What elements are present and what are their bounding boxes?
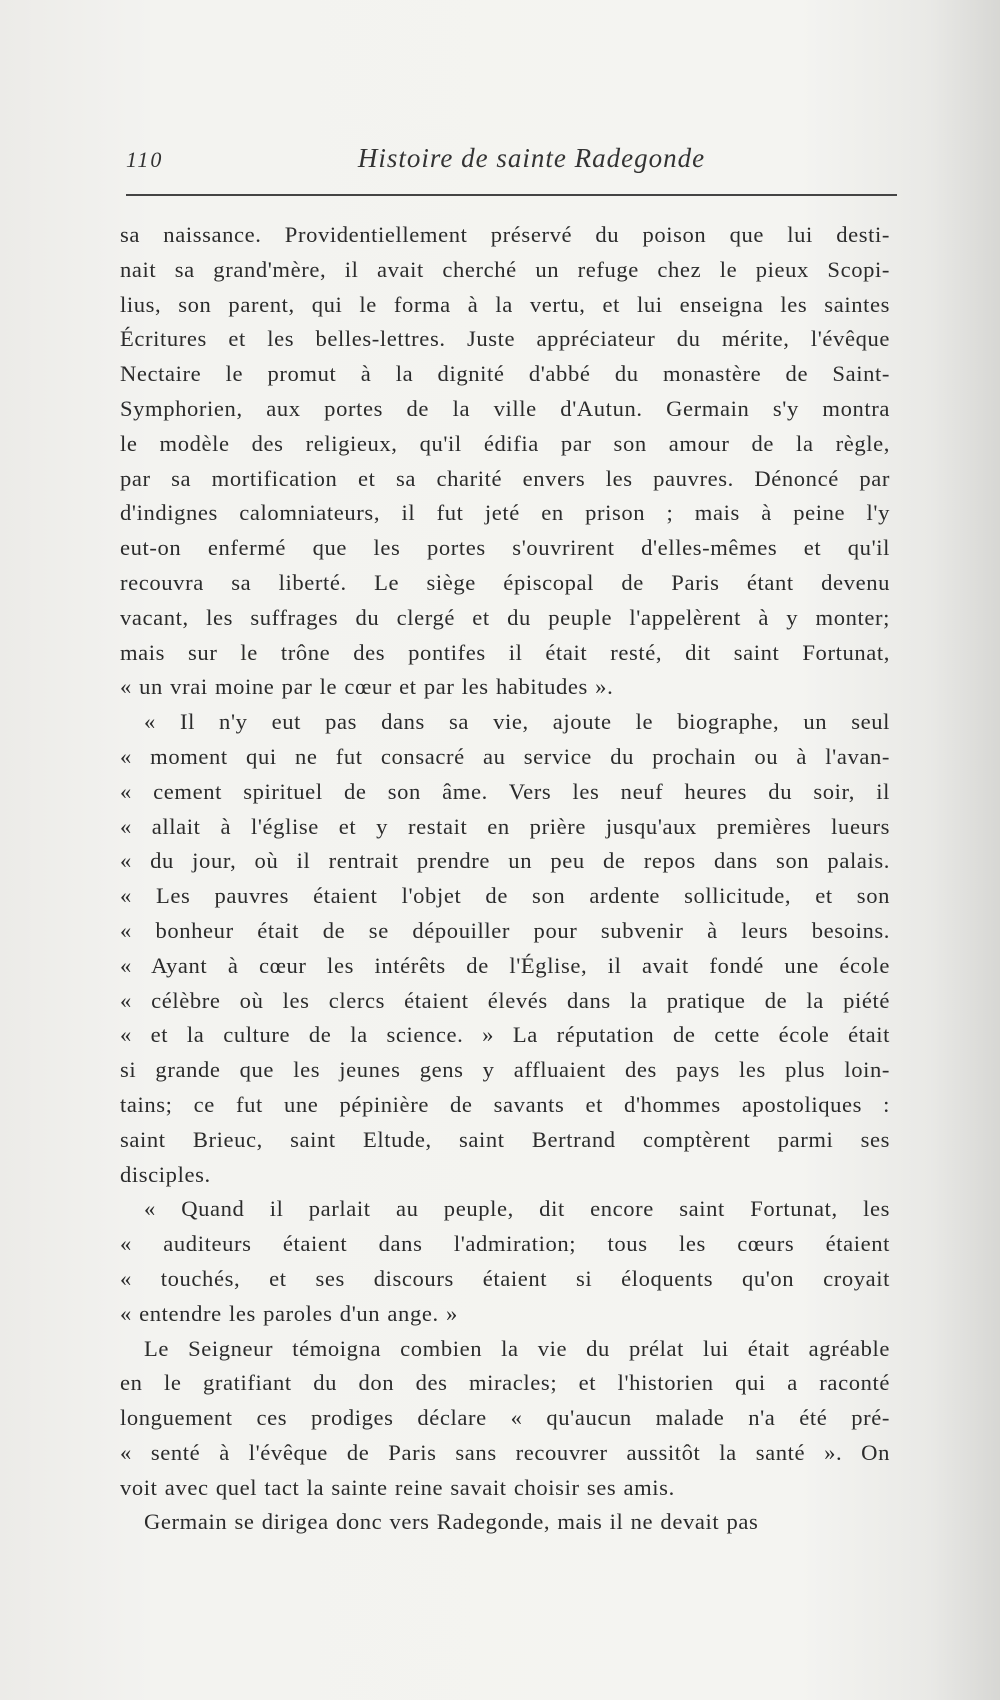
text-line: Nectaire le promut à la dignité d'abbé du monastère de Saint- <box>120 361 890 387</box>
text-line: Germain se dirigea donc vers Radegonde, mais il ne devait pas <box>144 1509 759 1535</box>
text-line: « et la culture de la science. » La réputation de cette école était <box>120 1022 890 1048</box>
text-line: voit avec quel tact la sainte reine savait choisir ses amis. <box>120 1474 675 1500</box>
text-line: « célèbre où les clercs étaient élevés dans la pratique de la piété <box>120 987 890 1013</box>
paragraph <box>120 1505 890 1540</box>
paragraph <box>120 218 890 705</box>
text-line: « auditeurs étaient dans l'admiration; tous les cœurs étaient <box>120 1231 890 1257</box>
text-line: « du jour, où il rentrait prendre un peu de repos dans son palais. <box>120 848 890 874</box>
text-line: le modèle des religieux, qu'il édifia par son amour de la règle, <box>120 430 890 456</box>
text-line: tains; ce fut une pépinière de savants et d'hommes apostoliques : <box>120 1091 890 1117</box>
text-line: mais sur le trône des pontifes il était resté, dit saint Fortunat, <box>120 639 890 665</box>
text-line: « allait à l'église et y restait en prière jusqu'aux premières lueurs <box>120 813 890 839</box>
text-line: en le gratifiant du don des miracles; et l'historien qui a raconté <box>120 1370 890 1396</box>
text-line: eut-on enfermé que les portes s'ouvrirent d'elles-mêmes et qu'il <box>120 535 890 561</box>
text-line: « entendre les paroles d'un ange. » <box>120 1300 458 1326</box>
paragraph <box>120 1192 890 1331</box>
body-text <box>120 218 890 1540</box>
text-line: vacant, les suffrages du clergé et du peuple l'appelèrent à y monter; <box>120 604 890 630</box>
text-line: lius, son parent, qui le forma à la vertu, et lui enseigna les saintes <box>120 291 890 317</box>
text-line: Symphorien, aux portes de la ville d'Autun. Germain s'y montra <box>120 395 890 421</box>
page-number: 110 <box>126 147 164 172</box>
text-line: Le Seigneur témoigna combien la vie du prélat lui était agréable <box>144 1335 890 1361</box>
text-line: si grande que les jeunes gens y affluaient des pays les plus loin- <box>120 1057 890 1083</box>
text-line: « bonheur était de se dépouiller pour subvenir à leurs besoins. <box>120 917 890 943</box>
text-line: « cement spirituel de son âme. Vers les neuf heures du soir, il <box>120 778 890 804</box>
text-line: disciples. <box>120 1161 211 1187</box>
text-line: « Les pauvres étaient l'objet de son ardente sollicitude, et son <box>120 883 890 909</box>
text-line: « touchés, et ses discours étaient si éloquents qu'on croyait <box>120 1265 890 1291</box>
running-title: Histoire de sainte Radegonde <box>357 143 706 173</box>
text-line: « un vrai moine par le cœur et par les habitudes ». <box>120 674 614 700</box>
text-line: « Quand il parlait au peuple, dit encore saint Fortunat, les <box>144 1196 890 1222</box>
text-line: nait sa grand'mère, il avait cherché un refuge chez le pieux Scopi- <box>120 256 890 282</box>
text-line: « senté à l'évêque de Paris sans recouvrer aussitôt la santé ». On <box>120 1439 890 1465</box>
text-line: d'indignes calomniateurs, il fut jeté en prison ; mais à peine l'y <box>120 500 890 526</box>
text-line: par sa mortification et sa charité envers les pauvres. Dénoncé par <box>120 465 890 491</box>
text-line: sa naissance. Providentiellement préservé du poison que lui desti- <box>120 222 890 247</box>
text-line: « moment qui ne fut consacré au service du prochain ou à l'avan- <box>120 743 890 769</box>
text-line: « Il n'y eut pas dans sa vie, ajoute le biographe, un seul <box>144 709 890 735</box>
text-line: longuement ces prodiges déclare « qu'aucun malade n'a été pré- <box>120 1405 890 1431</box>
paragraph <box>120 705 890 1192</box>
page-header <box>126 143 897 183</box>
header-rule <box>126 194 897 196</box>
text-line: recouvra sa liberté. Le siège épiscopal de Paris étant devenu <box>120 569 890 595</box>
text-line: Écritures et les belles-lettres. Juste appréciateur du mérite, l'évêque <box>120 326 890 352</box>
text-line: saint Brieuc, saint Eltude, saint Bertrand comptèrent parmi ses <box>120 1126 890 1152</box>
text-line: « Ayant à cœur les intérêts de l'Église, il avait fondé une école <box>120 952 890 978</box>
paragraph <box>120 1332 890 1506</box>
